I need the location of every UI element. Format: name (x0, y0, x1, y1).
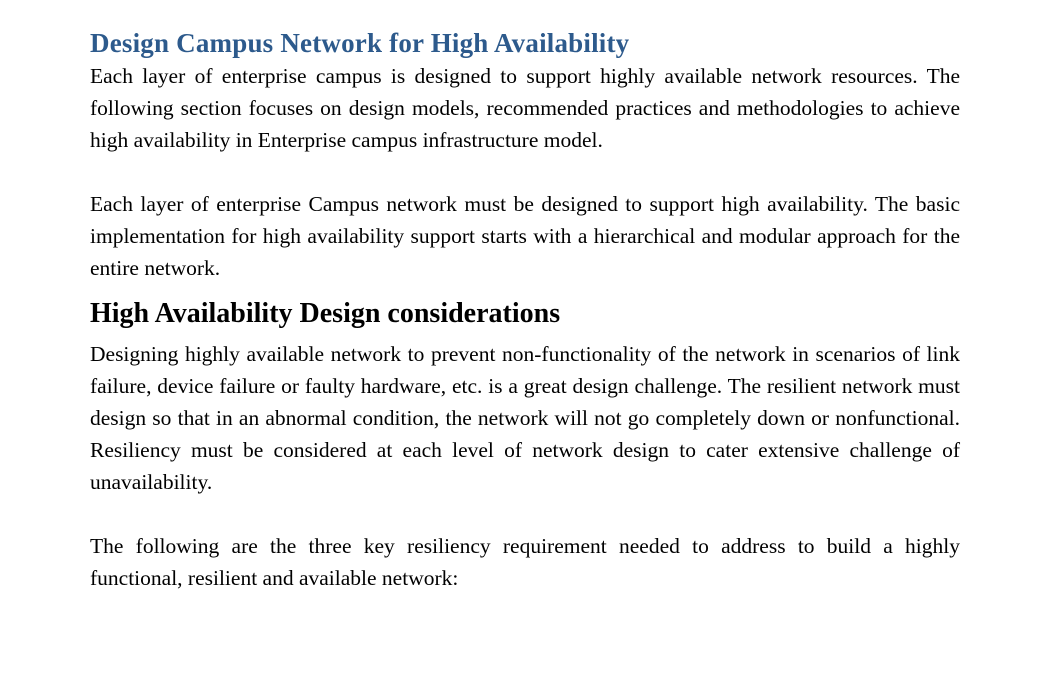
paragraph-resiliency-requirements: The following are the three key resiliency requirement needed to address to build a highly functional, resilient and available network: (90, 534, 960, 590)
paragraph-intro: Each layer of enterprise campus is designed to support highly available network resources. The following section focuses on design models, recommended practices and methodologies to achieve high availability in Enterprise campus infrastructure model. (90, 64, 960, 152)
heading-ha-design-considerations: High Availability Design considerations (90, 298, 561, 329)
paragraph-layer-design: Each layer of enterprise Campus network must be designed to support high availability. The basic implementation for high availability support starts with a hierarchical and modular approach for the entire network. (90, 192, 960, 280)
heading-design-campus-network: Design Campus Network for High Availability (90, 28, 630, 58)
paragraph-design-challenge: Designing highly available network to prevent non-functionality of the network in scenarios of link failure, device failure or faulty hardware, etc. is a great design challenge. The resilient network must design so that in an abnormal condition, the network will not go completely down or nonfunctional. Resiliency must be considered at each level of network design to cater extensive challenge of unavailability. (90, 342, 960, 494)
